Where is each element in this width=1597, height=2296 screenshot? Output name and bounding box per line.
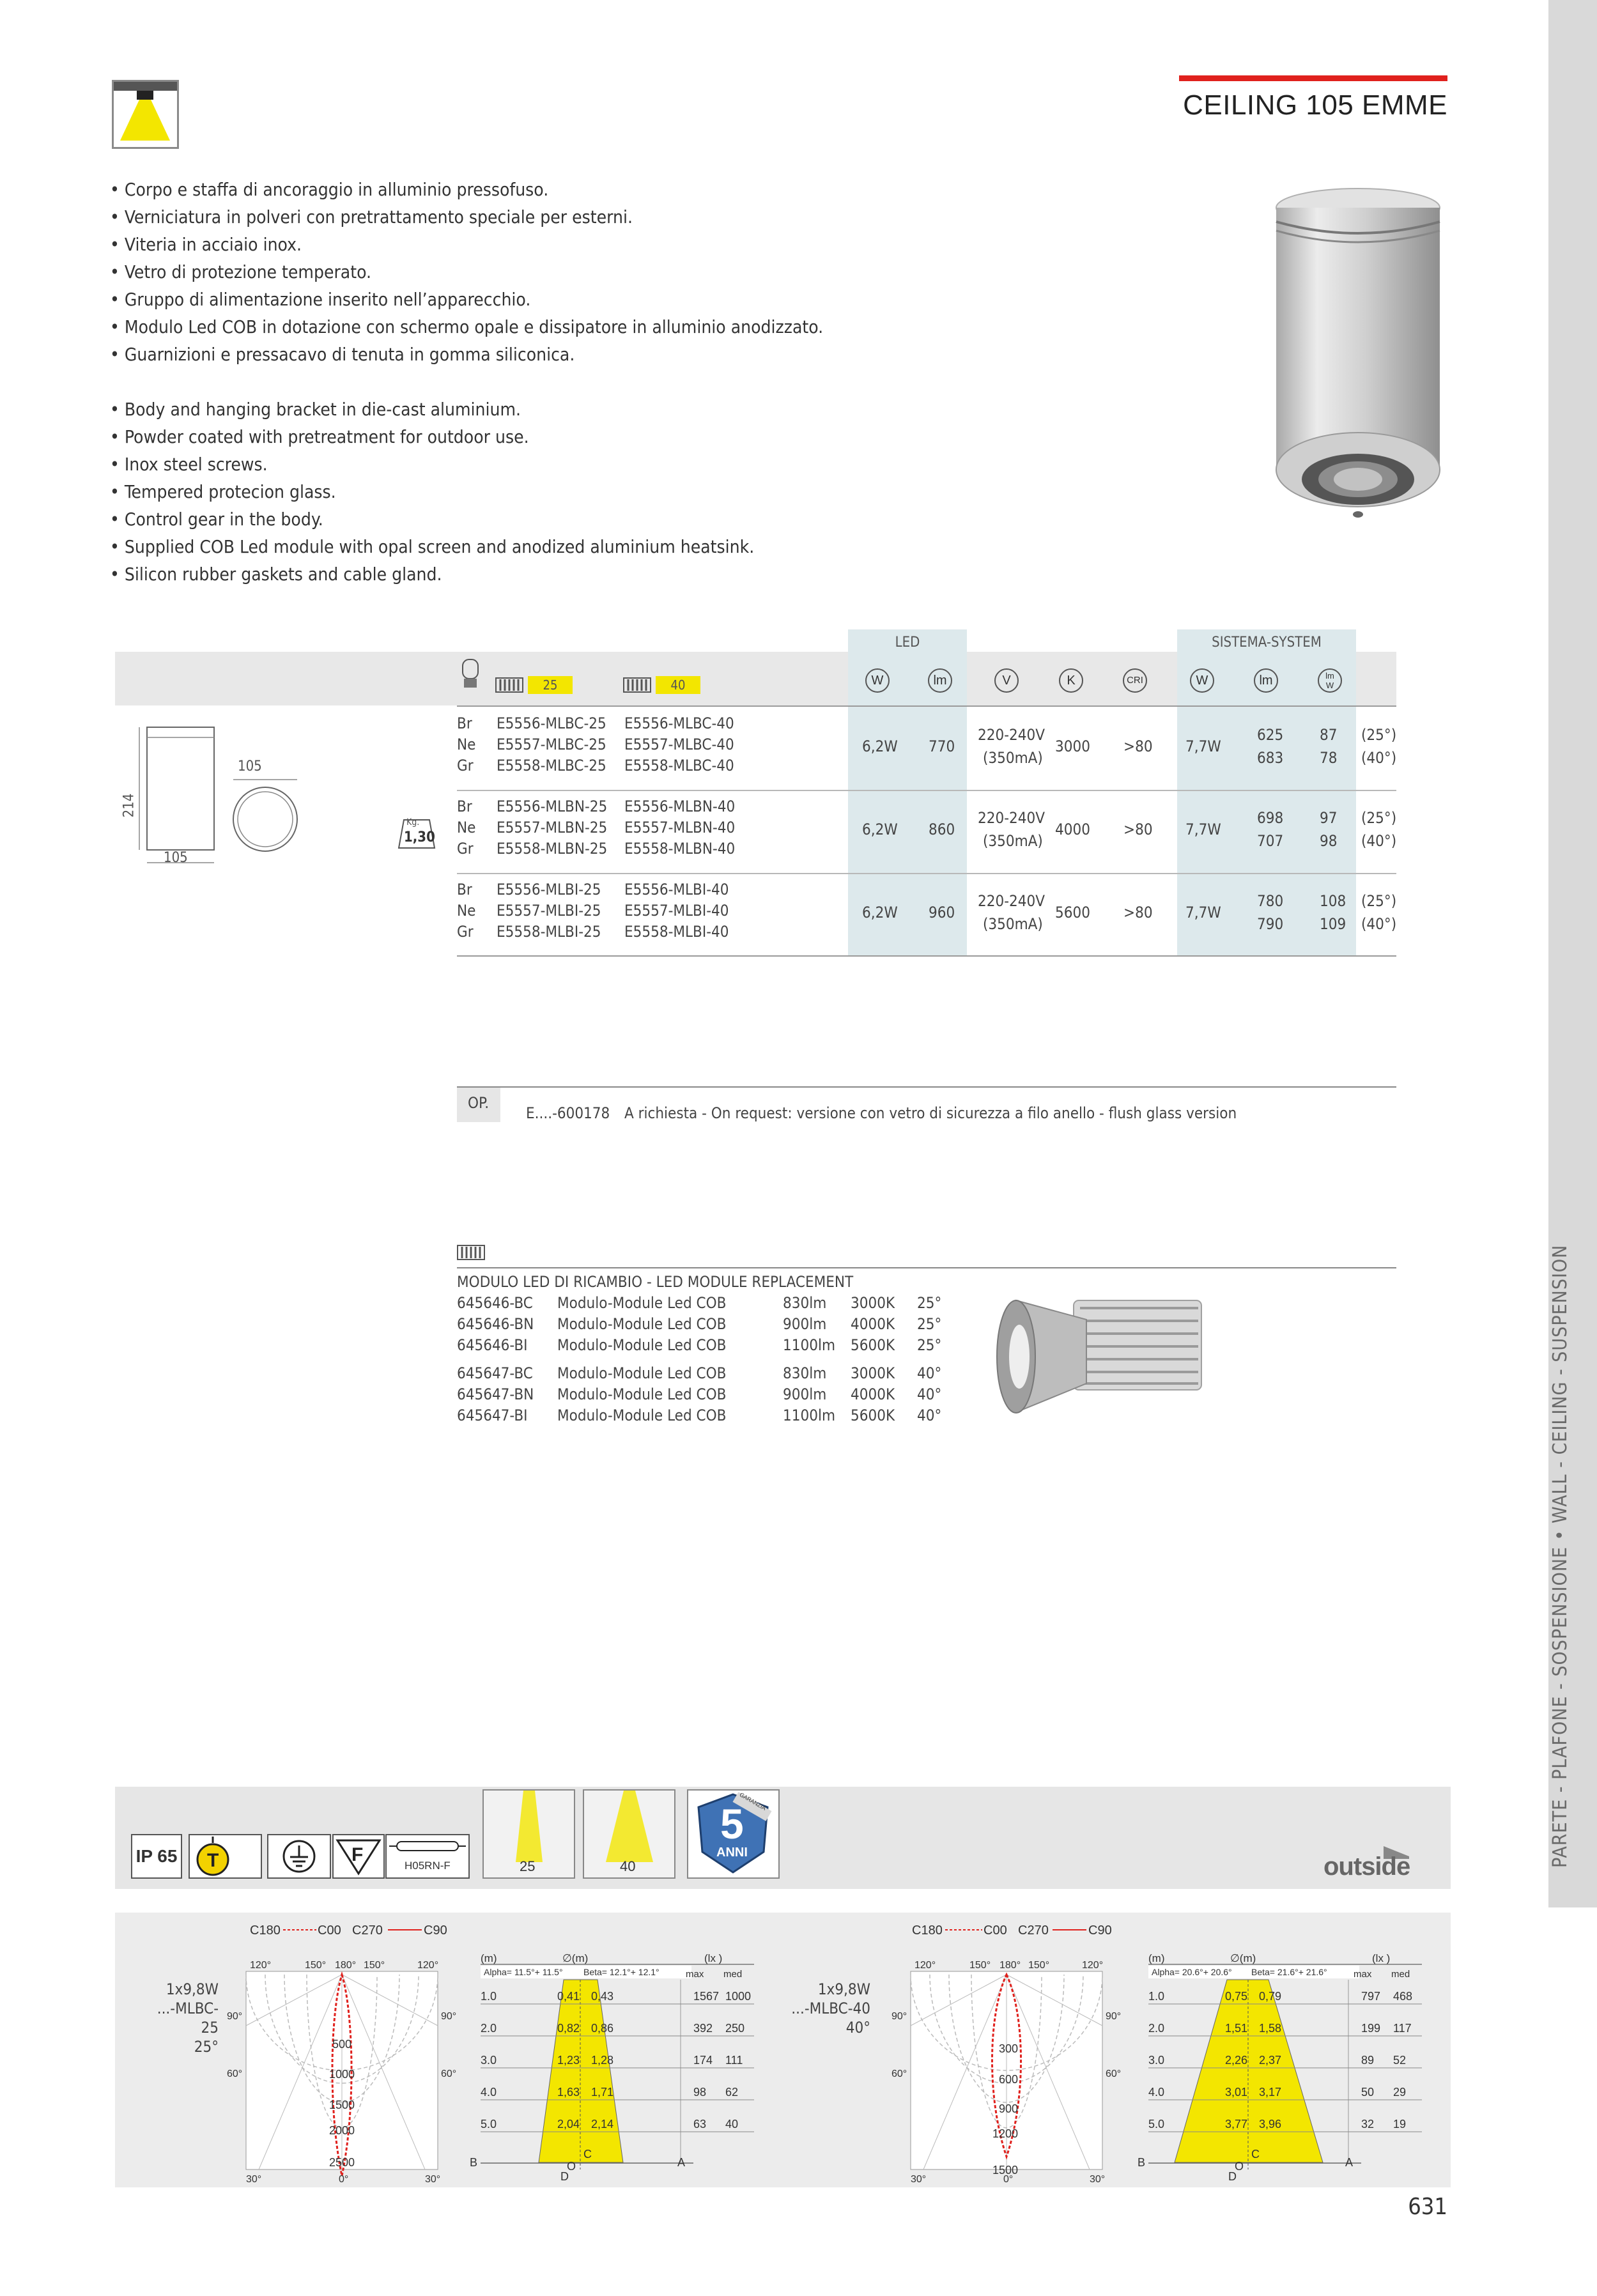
angle-label: 150° bbox=[969, 1960, 991, 1971]
voltage-icon: V bbox=[994, 668, 1019, 693]
legend-label: C270 bbox=[1018, 1923, 1049, 1938]
cone-letter: D bbox=[560, 2170, 569, 2183]
dim-diameter: 105 bbox=[238, 759, 262, 774]
cone-row-value: 2,37 bbox=[1259, 2054, 1282, 2067]
angle-label: 90° bbox=[891, 2011, 907, 2022]
angle-label: 120° bbox=[417, 1960, 439, 1971]
angle-label: 180° bbox=[999, 1960, 1021, 1971]
cone-row-value: 0,41 bbox=[557, 1990, 580, 2003]
cone-row-value: 0,43 bbox=[591, 1990, 614, 2003]
feature-en: • Tempered protecion glass. bbox=[110, 481, 336, 502]
cone-header: (lx ) bbox=[1372, 1952, 1391, 1964]
cone-row-value: 174 bbox=[693, 2054, 713, 2067]
cone-row-value: 1,28 bbox=[591, 2054, 614, 2067]
radial-label: 1200 bbox=[992, 2127, 1019, 2140]
med-label: med bbox=[1391, 1969, 1410, 1980]
system-lumen-icon: lm bbox=[1254, 668, 1278, 693]
radial-label: 600 bbox=[999, 2073, 1019, 2086]
angle-label: 150° bbox=[364, 1960, 385, 1971]
angle-label: 90° bbox=[1106, 2011, 1122, 2022]
cone-letter: D bbox=[1228, 2170, 1237, 2183]
f-mark-icon bbox=[332, 1834, 385, 1879]
cone-row-value: 52 bbox=[1393, 2054, 1407, 2067]
cone-row-value: 2,14 bbox=[591, 2118, 614, 2130]
cone-row-value: 1,58 bbox=[1259, 2022, 1282, 2035]
system-watt-icon: W bbox=[1190, 668, 1214, 693]
legend-label: C00 bbox=[984, 1923, 1007, 1938]
cone-row-value: 392 bbox=[693, 2022, 713, 2035]
warranty-badge: 5 ANNI GARANZIA bbox=[687, 1789, 780, 1879]
cone-header: (m) bbox=[1148, 1952, 1165, 1964]
cone-letter: C bbox=[1251, 2148, 1260, 2161]
feature-en: • Powder coated with pretreatment for outdoor use. bbox=[110, 426, 529, 447]
illuminance-cone bbox=[470, 1949, 764, 2183]
cone-letter: C bbox=[583, 2148, 592, 2161]
legend-label: C90 bbox=[424, 1923, 447, 1938]
ip-rating-badge: IP 65 bbox=[131, 1834, 182, 1879]
angle-label: 30° bbox=[425, 2174, 441, 2185]
legend-label: C270 bbox=[352, 1923, 383, 1938]
option-code: E....-600178 bbox=[526, 1104, 610, 1122]
cone-row-value: 3.0 bbox=[1148, 2054, 1165, 2067]
cone-letter: B bbox=[470, 2156, 478, 2169]
table-divider bbox=[457, 705, 1396, 707]
feature-list bbox=[110, 176, 823, 588]
cone-row-value: 62 bbox=[725, 2086, 739, 2099]
table-divider bbox=[457, 790, 1396, 791]
angle-label: 150° bbox=[305, 1960, 327, 1971]
cone-header: ∅(m) bbox=[1230, 1952, 1256, 1964]
cone-row-value: 3,77 bbox=[1225, 2118, 1248, 2130]
cone-letter: B bbox=[1138, 2156, 1146, 2169]
angle-label: 60° bbox=[441, 2069, 457, 2079]
legend-label: C90 bbox=[1088, 1923, 1112, 1938]
lamp-icon bbox=[459, 658, 482, 693]
legend-label: C00 bbox=[318, 1923, 341, 1938]
angle-label: 60° bbox=[227, 2069, 243, 2079]
title-accent-line bbox=[1179, 75, 1447, 81]
cone-letter: A bbox=[1345, 2156, 1354, 2169]
lumen-icon: lm bbox=[928, 668, 952, 693]
cone-letter: O bbox=[1235, 2160, 1244, 2173]
angle-label: 120° bbox=[250, 1960, 272, 1971]
max-label: max bbox=[1354, 1969, 1372, 1980]
cone-row-value: 19 bbox=[1393, 2118, 1407, 2130]
feature-it: • Verniciatura in polveri con pretrattamento speciale per esterni. bbox=[110, 206, 633, 227]
radial-label: 300 bbox=[999, 2042, 1019, 2055]
beta-label: Beta= 21.6°+ 21.6° bbox=[1251, 1967, 1327, 1977]
angle-label: 30° bbox=[246, 2174, 262, 2185]
legend-label: C180 bbox=[912, 1923, 943, 1938]
radial-label: 1500 bbox=[329, 2099, 355, 2111]
med-label: med bbox=[723, 1969, 743, 1980]
illuminance-cone bbox=[1138, 1949, 1431, 2183]
cone-row-value: 1,51 bbox=[1225, 2022, 1248, 2035]
feature-en: • Supplied COB Led module with opal screen and anodized aluminium heatsink. bbox=[110, 536, 755, 557]
page-number: 631 bbox=[1408, 2194, 1447, 2220]
temperature-class-icon bbox=[189, 1834, 262, 1879]
cone-row-value: 63 bbox=[693, 2118, 707, 2130]
max-label: max bbox=[686, 1969, 704, 1980]
feature-en: • Control gear in the body. bbox=[110, 509, 323, 530]
cone-row-value: 32 bbox=[1361, 2118, 1375, 2130]
beta-label: Beta= 12.1°+ 12.1° bbox=[583, 1967, 660, 1977]
barcode-25-icon bbox=[495, 677, 523, 695]
photometry-label: 1x9,8W ...-MLBC-25 25° bbox=[157, 1980, 219, 2056]
ceiling-downlight-icon bbox=[112, 80, 179, 149]
angle-label: 0° bbox=[339, 2174, 349, 2185]
angle-label: 60° bbox=[891, 2069, 907, 2079]
radial-label: 2500 bbox=[329, 2156, 355, 2169]
page-title: CEILING 105 EMME bbox=[1183, 89, 1447, 121]
barcode-40-icon bbox=[623, 677, 651, 695]
polar-diagram bbox=[891, 1917, 1153, 2185]
cable-type-icon: H05RN-F bbox=[385, 1834, 470, 1879]
cone-row-value: 0,75 bbox=[1225, 1990, 1248, 2003]
feature-en: • Silicon rubber gaskets and cable gland. bbox=[110, 564, 442, 585]
cone-row-value: 468 bbox=[1393, 1990, 1413, 2003]
weight-unit: Kg. bbox=[406, 817, 420, 828]
cone-row-value: 50 bbox=[1361, 2086, 1375, 2099]
cone-row-value: 797 bbox=[1361, 1990, 1381, 2003]
dimension-drawing bbox=[115, 722, 307, 875]
alpha-label: Alpha= 20.6°+ 20.6° bbox=[1152, 1967, 1232, 1977]
feature-it: • Guarnizioni e pressacavo di tenuta in gomma siliconica. bbox=[110, 344, 575, 365]
cone-row-value: 0,79 bbox=[1259, 1990, 1282, 2003]
cone-row-value: 1,63 bbox=[557, 2086, 580, 2099]
cone-row-value: 250 bbox=[725, 2022, 745, 2035]
cone-letter: A bbox=[677, 2156, 686, 2169]
beam-25-tag: 25 bbox=[528, 676, 573, 694]
feature-it: • Vetro di protezione temperato. bbox=[110, 261, 372, 282]
feature-en: • Inox steel screws. bbox=[110, 454, 268, 475]
cone-row-value: 3.0 bbox=[481, 2054, 497, 2067]
cone-row-value: 2.0 bbox=[1148, 2022, 1165, 2035]
angle-label: 180° bbox=[335, 1960, 357, 1971]
dim-height: 214 bbox=[121, 793, 137, 818]
cone-row-value: 98 bbox=[693, 2086, 707, 2099]
svg-text:F: F bbox=[351, 1844, 364, 1865]
ground-class-icon bbox=[267, 1834, 331, 1879]
table-divider bbox=[457, 955, 1396, 957]
led-module-photo bbox=[991, 1275, 1208, 1435]
table-row: Br Ne Gr E5556-MLBC-25 E5557-MLBC-25 E5558-MLBC-25 E5556-MLBC-40 E5557-MLBC-40 E5558-MLBC-40 6,2W 770 220-240V (350mA) 3000 >80 7,7W 625 683 87 78 (25°) (40°) bbox=[457, 714, 1397, 774]
cone-row-value: 2,26 bbox=[1225, 2054, 1248, 2067]
angle-label: 30° bbox=[1090, 2174, 1106, 2185]
table-row: Br Ne Gr E5556-MLBN-25 E5557-MLBN-25 E5558-MLBN-25 E5556-MLBN-40 E5557-MLBN-40 E5558-MLBN-40 6,2W 860 220-240V (350mA) 4000 >80 7,7W 698 707 97 98 (25°) (40°) bbox=[457, 797, 1397, 858]
side-category-label: PARETE - PLAFONE - SOSPENSIONE • WALL - CEILING - SUSPENSION bbox=[1549, 1244, 1571, 1868]
polar-diagram bbox=[227, 1917, 489, 2185]
dim-width: 105 bbox=[164, 850, 188, 866]
table-divider bbox=[457, 873, 1396, 874]
alpha-label: Alpha= 11.5°+ 11.5° bbox=[484, 1967, 563, 1977]
cone-row-value: 5.0 bbox=[481, 2118, 497, 2130]
feature-it: • Viteria in acciaio inox. bbox=[110, 234, 302, 255]
beam-40-tag: 40 bbox=[656, 676, 700, 694]
option-label: OP. bbox=[468, 1094, 490, 1112]
angle-label: 150° bbox=[1028, 1960, 1050, 1971]
barcode-icon bbox=[457, 1245, 485, 1263]
svg-text:T: T bbox=[207, 1850, 219, 1871]
cone-row-value: 4.0 bbox=[1148, 2086, 1165, 2099]
cri-icon: CRI bbox=[1123, 668, 1147, 693]
led-label: LED bbox=[895, 635, 920, 651]
radial-label: 1000 bbox=[329, 2068, 355, 2081]
cone-row-value: 5.0 bbox=[1148, 2118, 1165, 2130]
angle-label: 90° bbox=[227, 2011, 243, 2022]
watt-icon: W bbox=[865, 668, 890, 693]
angle-label: 0° bbox=[1003, 2174, 1014, 2185]
beam-40-icon: 40 bbox=[583, 1789, 675, 1879]
cone-row-value: 1567 bbox=[693, 1990, 720, 2003]
cone-row-value: 1.0 bbox=[1148, 1990, 1165, 2003]
cone-row-value: 29 bbox=[1393, 2086, 1407, 2099]
table-row: Br Ne Gr E5556-MLBI-25 E5557-MLBI-25 E5558-MLBI-25 E5556-MLBI-40 E5557-MLBI-40 E5558-MLBI-40 6,2W 960 220-240V (350mA) 5600 >80 7,7W 780 790 108 109 (25°) (40°) bbox=[457, 881, 1397, 941]
replacement-divider bbox=[457, 1267, 1396, 1268]
cone-row-value: 40 bbox=[725, 2118, 739, 2130]
cone-row-value: 2,04 bbox=[557, 2118, 580, 2130]
option-section bbox=[457, 1086, 1396, 1088]
cone-row-value: 117 bbox=[1393, 2022, 1412, 2035]
radial-label: 1500 bbox=[992, 2164, 1019, 2177]
radial-label: 500 bbox=[332, 2038, 352, 2051]
cone-row-value: 199 bbox=[1361, 2022, 1381, 2035]
radial-label: 2000 bbox=[329, 2124, 355, 2137]
cone-row-value: 0,82 bbox=[557, 2022, 580, 2035]
cone-row-value: 1,23 bbox=[557, 2054, 580, 2067]
cone-row-value: 111 bbox=[725, 2054, 743, 2067]
cone-header: (m) bbox=[481, 1952, 497, 1964]
option-text: A richiesta - On request: versione con vetro di sicurezza a filo anello - flush glass version bbox=[624, 1104, 1237, 1122]
angle-label: 120° bbox=[914, 1960, 936, 1971]
feature-it: • Modulo Led COB in dotazione con schermo opale e dissipatore in alluminio anodizzato. bbox=[110, 316, 824, 337]
feature-it: • Gruppo di alimentazione inserito nell’apparecchio. bbox=[110, 289, 531, 310]
angle-label: 60° bbox=[1106, 2069, 1122, 2079]
angle-label: 120° bbox=[1082, 1960, 1104, 1971]
cone-row-value: 2.0 bbox=[481, 2022, 497, 2035]
cone-row-value: 89 bbox=[1361, 2054, 1375, 2067]
weight-value: 1,30 bbox=[404, 829, 435, 845]
angle-label: 30° bbox=[911, 2174, 927, 2185]
feature-en: • Body and hanging bracket in die-cast aluminium. bbox=[110, 399, 521, 420]
angle-label: 90° bbox=[441, 2011, 457, 2022]
cone-header: ∅(m) bbox=[562, 1952, 589, 1964]
cone-header: (lx ) bbox=[704, 1952, 723, 1964]
cone-letter: O bbox=[567, 2160, 576, 2173]
cone-row-value: 4.0 bbox=[481, 2086, 497, 2099]
cone-row-value: 3,17 bbox=[1259, 2086, 1282, 2099]
replacement-title: MODULO LED DI RICAMBIO - LED MODULE REPLACEMENT bbox=[457, 1273, 854, 1291]
kelvin-icon: K bbox=[1059, 668, 1083, 693]
cone-row-value: 1,71 bbox=[591, 2086, 614, 2099]
cone-row-value: 1000 bbox=[725, 1990, 752, 2003]
photometry-label: 1x9,8W ...-MLBC-40 40° bbox=[791, 1980, 870, 2037]
beam-25-icon: 25 bbox=[482, 1789, 575, 1879]
lumen-per-watt-icon: lm W bbox=[1318, 668, 1342, 693]
cone-row-value: 3,01 bbox=[1225, 2086, 1248, 2099]
feature-it: • Corpo e staffa di ancoraggio in alluminio pressofuso. bbox=[110, 179, 549, 200]
cone-row-value: 3,96 bbox=[1259, 2118, 1282, 2130]
cone-row-value: 1.0 bbox=[481, 1990, 497, 2003]
product-photo bbox=[1262, 182, 1454, 527]
legend-label: C180 bbox=[250, 1923, 281, 1938]
brand-logo: outside bbox=[1320, 1844, 1428, 1882]
cone-row-value: 0,86 bbox=[591, 2022, 614, 2035]
radial-label: 900 bbox=[999, 2102, 1019, 2115]
system-label: SISTEMA-SYSTEM bbox=[1212, 635, 1322, 651]
